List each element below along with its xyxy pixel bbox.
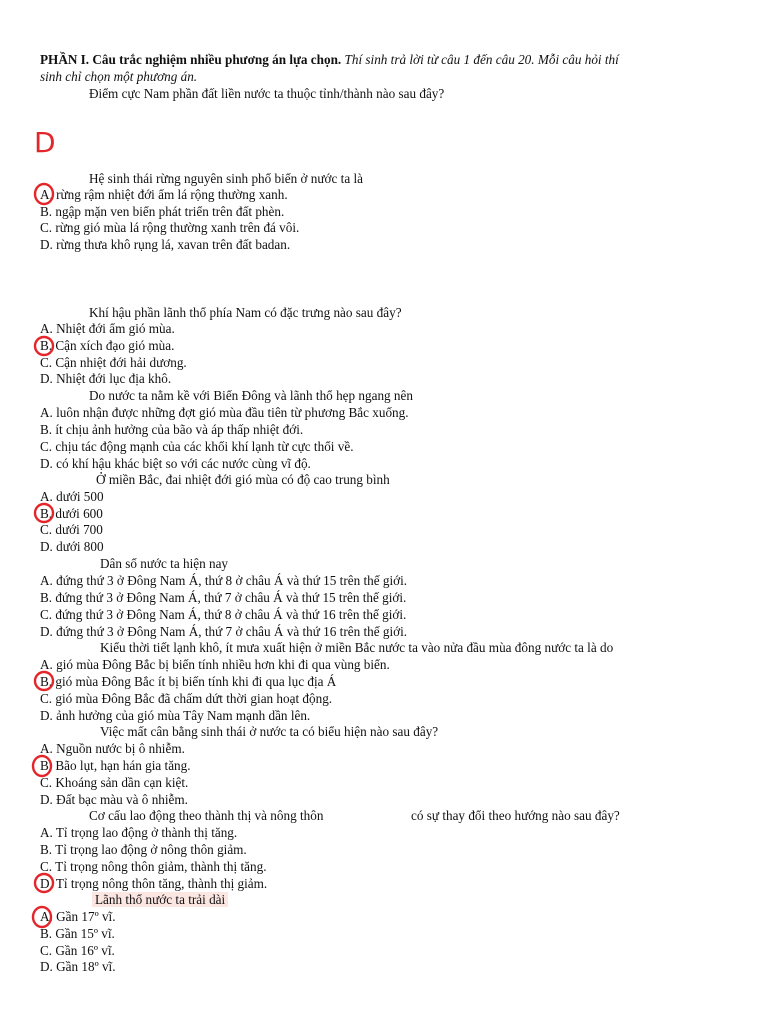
answer-option: A. Gần 17º vĩ. [40,909,116,924]
section-title: PHẦN I. Câu trắc nghiệm nhiều phương án lựa chọn. [40,52,342,67]
answer-option: A. rừng rậm nhiệt đới ẩm lá rộng thường xanh. [40,187,288,202]
answer-option: D. Đất bạc màu và ô nhiễm. [40,792,188,807]
question-stem: Kiểu thời tiết lạnh khô, ít mưa xuất hiện ở miền Bắc nước ta vào nửa đầu mùa đông nước ta là do [100,640,614,655]
answer-option: B. Bão lụt, hạn hán gia tăng. [40,758,191,773]
answer-option: C. đứng thứ 3 ở Đông Nam Á, thứ 8 ở châu Á và thứ 16 trên thế giới. [40,607,407,622]
answer-option: B. đứng thứ 3 ở Đông Nam Á, thứ 7 ở châu Á và thứ 15 trên thế giới. [40,590,407,605]
answer-option: A. luôn nhận được những đợt gió mùa đầu tiên từ phương Bắc xuống. [40,405,409,420]
question-stem: Việc mất cân bằng sinh thái ở nước ta có biểu hiện nào sau đây? [100,724,439,739]
question-stem [92,892,228,908]
answer-option: C. dưới 700 [40,522,103,537]
answer-option: A. Nguồn nước bị ô nhiễm. [40,741,185,756]
answer-option: D. Gần 18º vĩ. [40,959,116,974]
question-stem-cont: có sự thay đổi theo hướng nào sau đây? [411,808,620,823]
answer-option: D. có khí hậu khác biệt so với các nước cùng vĩ độ. [40,456,311,471]
answer-option: C. Khoáng sản dần cạn kiệt. [40,775,189,790]
answer-option: A. gió mùa Đông Bắc bị biến tính nhiều hơn khi đi qua vùng biển. [40,657,390,672]
handwritten-answer-letter: D [34,126,56,159]
answer-option: C. rừng gió mùa lá rộng thường xanh trên đá vôi. [40,220,300,235]
answer-option: B. ít chịu ảnh hưởng của bão và áp thấp nhiệt đới. [40,422,304,437]
section-header [40,52,619,68]
answer-option: B. ngập mặn ven biển phát triển trên đất phèn. [40,204,285,219]
answer-option: A. dưới 500 [40,489,104,504]
section-instructions-cont: sinh chỉ chọn một phương án. [40,69,198,84]
answer-option: A. Tỉ trọng lao động ở thành thị tăng. [40,825,238,840]
answer-option: B. dưới 600 [40,506,103,521]
answer-option: D. ảnh hưởng của gió mùa Tây Nam mạnh dần lên. [40,708,311,723]
answer-option: B. Cận xích đạo gió mùa. [40,338,175,353]
question-stem: Điểm cực Nam phần đất liền nước ta thuộc tỉnh/thành nào sau đây? [89,86,445,101]
answer-option: B. Gần 15º vĩ. [40,926,115,941]
answer-option: C. Cận nhiệt đới hải dương. [40,355,187,370]
answer-option: C. chịu tác động mạnh của các khối khí lạnh từ cực thổi về. [40,439,354,454]
question-stem: Cơ cấu lao động theo thành thị và nông thôn [89,808,324,823]
answer-option: B. Tỉ trọng lao động ở nông thôn giảm. [40,842,247,857]
answer-option: C. Tỉ trọng nông thôn giảm, thành thị tăng. [40,859,267,874]
answer-option: D. Nhiệt đới lục địa khô. [40,371,172,386]
answer-option: D. rừng thưa khô rụng lá, xavan trên đất badan. [40,237,291,252]
answer-option: C. Gần 16º vĩ. [40,943,115,958]
answer-option: B. gió mùa Đông Bắc ít bị biến tính khi đi qua lục địa Á [40,674,337,689]
answer-option: D. Tỉ trọng nông thôn tăng, thành thị giảm. [40,876,268,891]
question-stem: Ở miền Bắc, đai nhiệt đới gió mùa có độ cao trung bình [96,472,390,487]
answer-option: A. đứng thứ 3 ở Đông Nam Á, thứ 8 ở châu Á và thứ 15 trên thế giới. [40,573,408,588]
answer-option: A. Nhiệt đới ẩm gió mùa. [40,321,175,336]
highlighted-stem: Lãnh thổ nước ta trải dài [92,892,228,907]
answer-option: C. gió mùa Đông Bắc đã chấm dứt thời gian hoạt động. [40,691,333,706]
question-stem: Dân số nước ta hiện nay [100,556,229,571]
question-stem: Hệ sinh thái rừng nguyên sinh phổ biến ở nước ta là [89,171,363,186]
question-stem: Khí hậu phần lãnh thổ phía Nam có đặc trưng nào sau đây? [89,305,402,320]
answer-option: D. đứng thứ 3 ở Đông Nam Á, thứ 7 ở châu Á và thứ 16 trên thế giới. [40,624,408,639]
answer-option: D. dưới 800 [40,539,104,554]
question-stem: Do nước ta nằm kề với Biển Đông và lãnh thổ hẹp ngang nên [89,388,413,403]
section-instructions: Thí sinh trả lời từ câu 1 đến câu 20. Mỗi câu hỏi thí [341,52,619,67]
